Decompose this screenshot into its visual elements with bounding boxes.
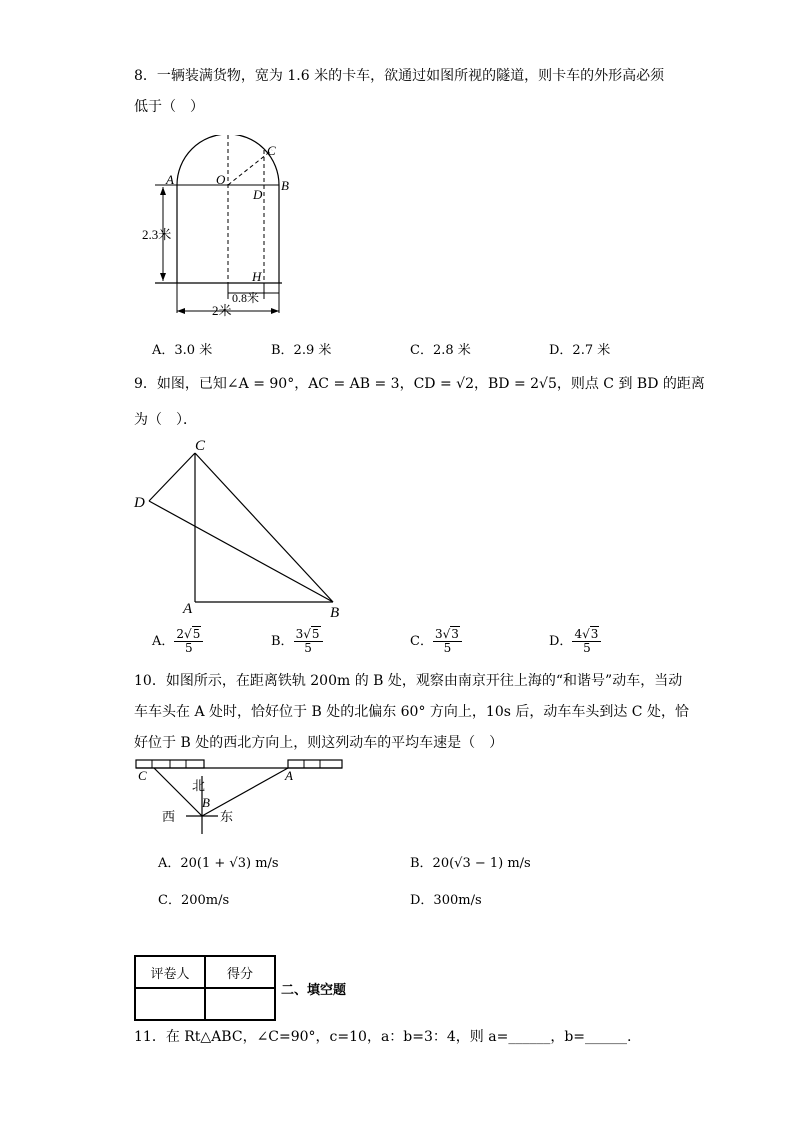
q10-line3: 好位于 B 处的西北方向上，则这列动车的平均车速是（ ） — [134, 735, 504, 751]
label-b: B — [281, 178, 289, 193]
label-c: C — [195, 438, 206, 454]
q8-line2: 低于（ ） — [134, 99, 204, 115]
label-c: C — [138, 768, 147, 783]
q10-line2: 车车头在 A 处时，恰好位于 B 处的北偏东 60° 方向上，10s 后，动车车头到达 C 处，恰 — [134, 704, 689, 720]
east-label: 东 — [220, 809, 234, 824]
label-c: C — [267, 143, 276, 158]
segment-cb — [195, 453, 333, 602]
section-title: 二、填空题 — [281, 983, 347, 998]
oc-dashed-line — [228, 150, 272, 185]
q11-text: 11．在 Rt△ABC，∠C=90°，c=10，a：b=3：4，则 a=______，b=______. — [134, 1029, 632, 1045]
label-b: B — [202, 795, 210, 810]
q10-railway-figure — [132, 754, 347, 839]
label-a: A — [285, 768, 293, 783]
grade-table — [134, 955, 276, 1021]
height-label: 2.3米 — [142, 227, 172, 242]
q8-tunnel-figure — [130, 135, 300, 320]
q8-option-b: B．2.9 米 — [271, 343, 332, 358]
q8-option-d: D．2.7 米 — [549, 343, 611, 358]
q10-option-a: A．20(1 + √3) m/s — [158, 856, 279, 871]
label-h: H — [252, 269, 262, 284]
q9-triangle-figure — [128, 435, 358, 620]
label-o: O — [216, 172, 226, 187]
q9-option-a: A． $\frac{2√5}{5}$ — [152, 628, 203, 655]
q8-option-c: C．2.8 米 — [410, 343, 471, 358]
reviewer-cell — [135, 988, 205, 1020]
label-a: A — [183, 601, 193, 617]
segment-db — [149, 501, 333, 602]
reviewer-header: 评卷人 — [135, 956, 205, 988]
north-label: 北 — [192, 778, 206, 793]
q10-line1: 10．如图所示，在距离铁轨 200m 的 B 处，观察由南京开往上海的“和谐号”动车，当动 — [134, 673, 683, 689]
train-at-a — [288, 760, 342, 768]
label-a: A — [166, 172, 174, 187]
q10-option-c: C．200m/s — [158, 893, 230, 908]
west-label: 西 — [162, 809, 176, 824]
segment-dc — [149, 453, 195, 501]
q9-line1: 9．如图，已知∠A = 90°，AC = AB = 3，CD = √2，BD = 2√5，则点 C 到 BD 的距离 — [134, 376, 705, 392]
width-label: 2米 — [212, 303, 232, 318]
q10-option-b: B．20(√3 − 1) m/s — [410, 856, 531, 871]
q9-line2: 为（ ）． — [134, 412, 197, 428]
q8-line1: 8．一辆装满货物，宽为 1.6 米的卡车，欲通过如图所视的隧道，则卡车的外形高必须 — [134, 68, 665, 84]
label-d: D — [253, 187, 263, 202]
line-ba — [202, 768, 288, 816]
gap-label: 0.8米 — [232, 291, 260, 305]
q9-option-c: C． $\frac{3√3}{5}$ — [410, 628, 462, 655]
label-d: D — [134, 495, 145, 511]
q8-option-a: A．3.0 米 — [152, 343, 213, 358]
q10-option-d: D．300m/s — [410, 893, 482, 908]
q9-option-b: B． $\frac{3√5}{5}$ — [271, 628, 323, 655]
label-b: B — [330, 605, 340, 620]
score-header: 得分 — [205, 956, 275, 988]
q9-option-d: D． $\frac{4√3}{5}$ — [549, 628, 601, 655]
score-cell — [205, 988, 275, 1020]
